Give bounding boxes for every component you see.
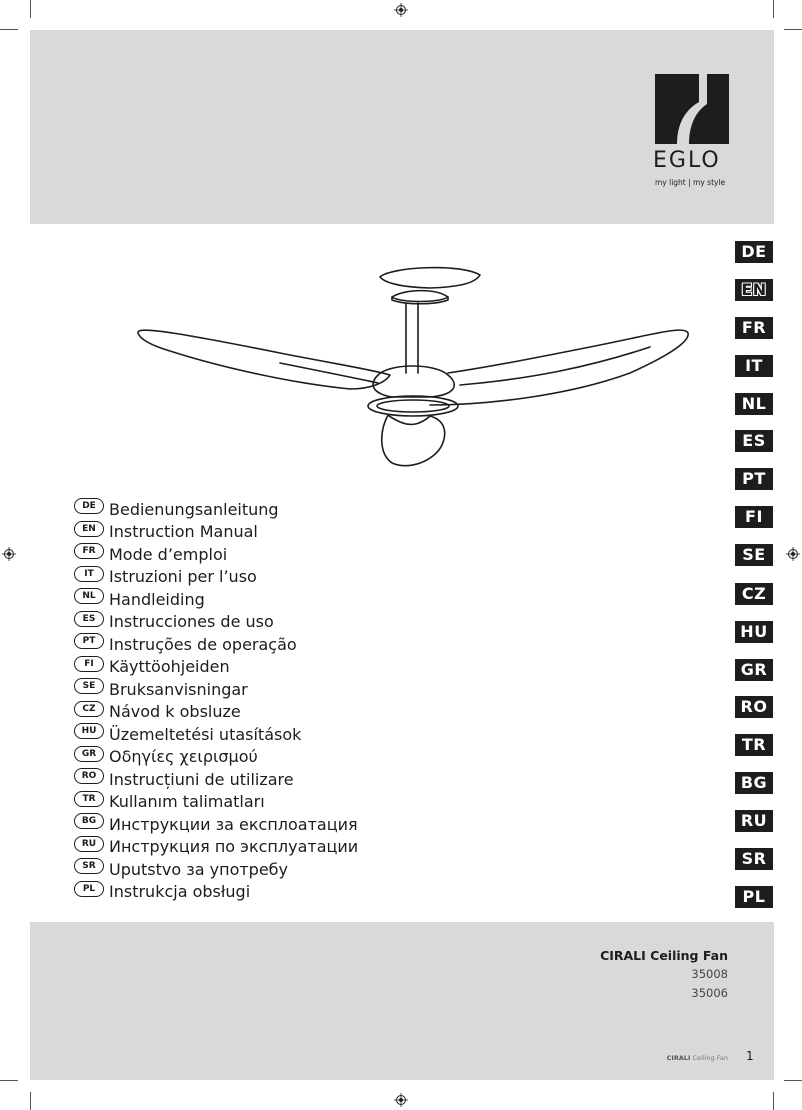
language-badge: BG: [74, 813, 104, 829]
manual-title-text: Bedienungsanleitung: [109, 499, 279, 519]
manual-title-item: [74, 881, 358, 904]
language-badge: HU: [74, 723, 104, 739]
language-tab-cz[interactable]: CZ: [735, 583, 773, 605]
language-badge: DE: [74, 498, 104, 514]
registration-mark-icon: [786, 547, 800, 561]
language-tab-hu[interactable]: HU: [735, 621, 773, 643]
crop-mark: [773, 1092, 774, 1110]
manual-title-item: [74, 521, 358, 544]
manual-title-text: Instrucciones de uso: [109, 612, 274, 632]
manual-title-text: Инструкции за експлоатация: [109, 814, 358, 834]
registration-mark-icon: [394, 1093, 408, 1107]
manual-title-item: [74, 701, 358, 724]
language-tab-fi[interactable]: FI: [735, 506, 773, 528]
crop-mark: [30, 1092, 31, 1110]
manual-title-item: [74, 858, 358, 881]
language-tab-sr[interactable]: SR: [735, 848, 773, 870]
language-tab-nl[interactable]: NL: [735, 393, 773, 415]
manual-title-item: [74, 656, 358, 679]
manual-title-item: [74, 611, 358, 634]
manual-title-item: [74, 836, 358, 859]
manual-title-item: [74, 543, 358, 566]
manual-title-item: [74, 588, 358, 611]
manual-title-list: [74, 498, 358, 903]
manual-title-item: [74, 791, 358, 814]
language-tab-de[interactable]: DE: [735, 241, 773, 263]
crop-mark: [30, 0, 31, 18]
manual-title-item: [74, 633, 358, 656]
crop-mark: [773, 0, 774, 18]
crop-mark: [0, 1080, 18, 1081]
brand-tagline: my light | my style: [655, 178, 726, 187]
manual-title-text: Οδηγίες χειρισμού: [109, 747, 258, 767]
language-tab-pl[interactable]: PL: [735, 886, 773, 908]
manual-title-text: Bruksanvisningar: [109, 679, 248, 699]
language-tab-ro[interactable]: RO: [735, 696, 773, 718]
manual-title-text: Návod k obsluze: [109, 702, 241, 722]
language-tab-se[interactable]: SE: [735, 544, 773, 566]
manual-title-text: Инструкция по эксплуатации: [109, 837, 359, 857]
product-name: CIRALI Ceiling Fan: [600, 948, 728, 963]
crop-mark: [784, 29, 802, 30]
product-number: 35006: [691, 986, 728, 1000]
language-badge: FR: [74, 543, 104, 559]
brand-name: EGLO: [653, 148, 721, 173]
registration-mark-icon: [2, 547, 16, 561]
manual-title-text: Mode d’emploi: [109, 544, 228, 564]
language-tab-pt[interactable]: PT: [735, 468, 773, 490]
manual-title-item: [74, 498, 358, 521]
eglo-logo-icon: [655, 74, 729, 144]
language-badge: NL: [74, 588, 104, 604]
manual-title-item: [74, 723, 358, 746]
manual-title-item: [74, 566, 358, 589]
manual-title-text: Handleiding: [109, 589, 205, 609]
language-badge: TR: [74, 791, 104, 807]
manual-title-text: Üzemeltetési utasítások: [109, 724, 302, 744]
language-badge: RO: [74, 768, 104, 784]
manual-title-text: Instrukcja obsługi: [109, 882, 251, 902]
language-badge: PL: [74, 881, 104, 897]
manual-title-text: Instruction Manual: [109, 522, 258, 542]
ceiling-fan-illustration: [130, 255, 695, 475]
language-badge: ES: [74, 611, 104, 627]
footer-band: [30, 922, 774, 1080]
manual-title-text: Uputstvo за употребу: [109, 859, 289, 879]
language-badge: IT: [74, 566, 104, 582]
language-tab-fr[interactable]: FR: [735, 317, 773, 339]
manual-title-text: Instrucțiuni de utilizare: [109, 769, 294, 789]
language-tab-bg[interactable]: BG: [735, 772, 773, 794]
language-tab-it[interactable]: IT: [735, 355, 773, 377]
language-badge: EN: [74, 521, 104, 537]
language-badge: PT: [74, 633, 104, 649]
footer-product-name: CIRALI Ceiling Fan: [666, 1054, 728, 1062]
language-badge: CZ: [74, 701, 104, 717]
language-badge: SE: [74, 678, 104, 694]
manual-title-item: [74, 813, 358, 836]
language-tab-ru[interactable]: RU: [735, 810, 773, 832]
page-number: 1: [746, 1049, 754, 1063]
crop-mark: [0, 29, 18, 30]
language-tab-es[interactable]: ES: [735, 430, 773, 452]
registration-mark-icon: [394, 3, 408, 17]
language-badge: SR: [74, 858, 104, 874]
manual-title-text: Istruzioni per l’uso: [109, 567, 257, 587]
product-number: 35008: [691, 967, 728, 981]
manual-title-item: [74, 678, 358, 701]
crop-mark: [784, 1080, 802, 1081]
language-tab-gr[interactable]: GR: [735, 659, 773, 681]
manual-title-item: [74, 746, 358, 769]
manual-title-text: Kullanım talimatları: [109, 792, 265, 812]
manual-title-text: Instruções de operação: [109, 634, 297, 654]
manual-title-item: [74, 768, 358, 791]
language-badge: GR: [74, 746, 104, 762]
language-tab-en[interactable]: EN: [735, 279, 773, 301]
language-badge: RU: [74, 836, 104, 852]
language-tab-tr[interactable]: TR: [735, 734, 773, 756]
manual-title-text: Käyttöohjeiden: [109, 657, 230, 677]
language-badge: FI: [74, 656, 104, 672]
